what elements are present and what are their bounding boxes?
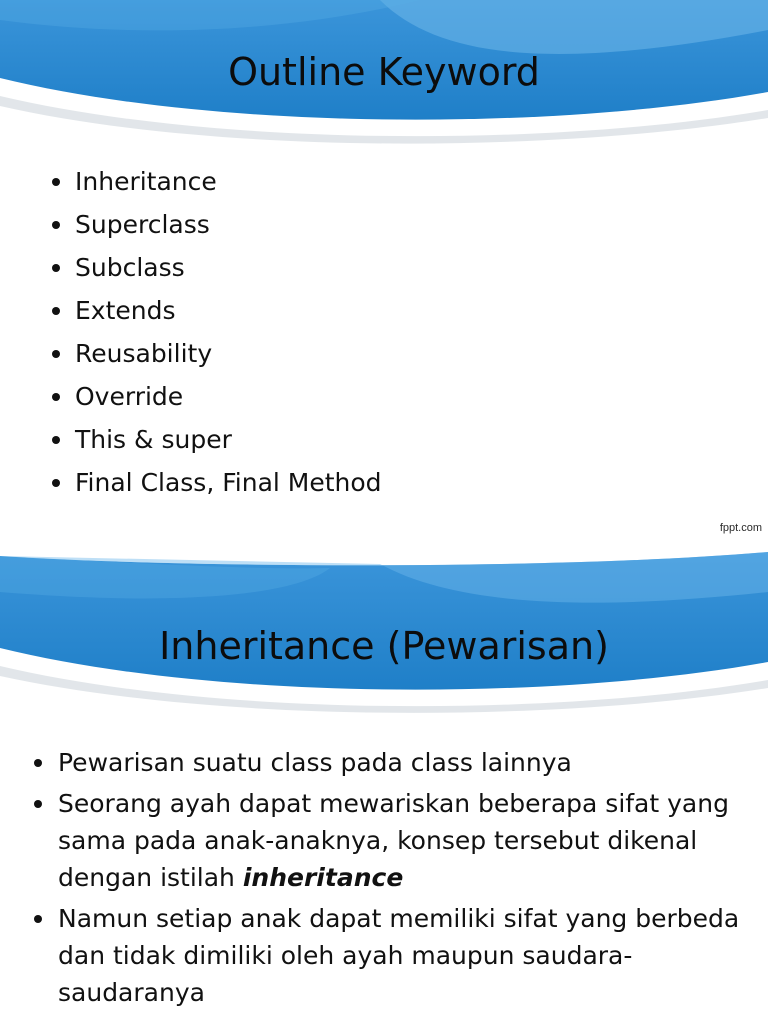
list-item: Superclass [52,203,742,246]
content-list [34,744,746,1015]
watermark-text: fppt.com [719,522,762,534]
list-item: Final Class, Final Method [52,461,742,504]
list-item: Override [52,375,742,418]
list-item: Extends [52,289,742,332]
list-item: Subclass [52,246,742,289]
list-item: Namun setiap anak dapat memiliki sifat yang berbeda dan tidak dimiliki oleh ayah maupun saudara-saudaranya [34,900,746,1011]
slide-title: Inheritance (Pewarisan) [159,624,609,668]
keyword-list [52,160,742,504]
slide-header-banner [0,512,768,722]
slide-inheritance [0,512,768,1024]
bullet-text: Seorang ayah dapat mewariskan beberapa sifat yang sama pada anak-anaknya, konsep tersebut dikenal dengan istilah [58,789,729,892]
emphasis-term: inheritance [242,863,404,892]
list-item: This & super [52,418,742,461]
list-item: Inheritance [52,160,742,203]
list-item: Pewarisan suatu class pada class lainnya [34,744,746,781]
slide-title: Outline Keyword [228,50,540,94]
list-item: Reusability [52,332,742,375]
list-item [34,785,746,896]
